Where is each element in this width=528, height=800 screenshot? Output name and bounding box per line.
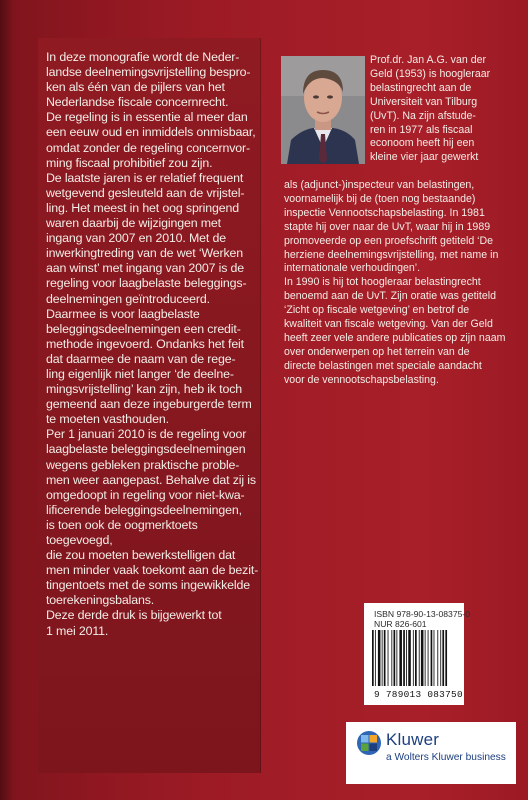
description-line: men weer aangepast. Behalve dat zij is [46, 472, 256, 487]
publisher-name: Kluwer [386, 730, 440, 749]
description-line: landse deelnemingsvrijstelling bespro- [46, 65, 251, 80]
description-line: methode ingevoerd. Ondanks het feit [46, 336, 244, 351]
description-line: deelnemingen geïntroduceerd. [46, 291, 210, 306]
description-line: waren daarbij de wijzigingen met [46, 216, 221, 231]
description-line: regeling voor laagbelaste beleggings- [46, 276, 247, 291]
description-line: wetgevend gesleuteld aan de vrijstel- [46, 185, 245, 200]
description-line: een eeuw oud en inmiddels onmisbaar, [46, 125, 256, 140]
isbn-info [374, 609, 470, 630]
description-line: inwerkingtreding van de wet ‘Werken [46, 246, 244, 261]
author-bio-top [370, 54, 510, 165]
description-line: 1 mei 2011. [46, 623, 109, 638]
description-line: ling eigenlijk niet langer ‘de deelne- [46, 366, 234, 381]
bio-line: heeft zeer vele andere publicaties op zijn naam [284, 331, 506, 344]
description-line: In deze monografie wordt de Neder- [46, 50, 240, 64]
description-line: dat daarmee de naam van de rege- [46, 351, 236, 366]
description-line: men minder vaak toekomt aan de bezit- [46, 563, 259, 578]
description-line: lificerende beleggingsdeelnemingen, [46, 502, 242, 517]
description-line: is toen ook de oogmerktoets toegevoegd, [46, 517, 198, 547]
description-line: aan winst’ met ingang van 2007 is de [46, 261, 245, 276]
description-line: De laatste jaren is er relatief frequent [46, 170, 244, 185]
bio-line: kwaliteit van fiscale wetgeving. Van der Geld [284, 318, 493, 331]
description-line: laagbelaste beleggingsdeelnemingen [46, 442, 246, 457]
bio-line: voornamelijk bij de (toen nog bestaande) [284, 192, 476, 205]
bio-line: (UvT). Na zijn afstude- [370, 109, 476, 122]
description-line: Deze derde druk is bijgewerkt tot [46, 608, 222, 623]
bio-line: stapte hij over naar de UvT, waar hij in 1989 [284, 220, 491, 233]
bio-line: directe belastingen met speciale aandacht [284, 359, 482, 372]
description-line: De regeling is in essentie al meer dan [46, 110, 248, 125]
description-line: wegens gebleken praktische proble- [46, 457, 240, 472]
description-line: beleggingsdeelnemingen een credit- [46, 321, 241, 336]
description-line: toerekeningsbalans. [46, 593, 155, 608]
description-line: ming fiscaal prohibitief zou zijn. [46, 155, 213, 170]
barcode [370, 630, 460, 688]
description-line: ingang van 2007 en 2010. Met de [46, 231, 226, 246]
nur-code: NUR 826-601 [374, 619, 427, 630]
bio-line: als (adjunct-)inspecteur van belastingen, [284, 179, 475, 191]
bio-line: ‘Zicht op fiscale wetgeving’ en betrof de [284, 304, 470, 317]
bio-line: belastingrecht aan de [370, 81, 472, 94]
bio-line: voor de vennootschapsbelasting. [284, 373, 439, 386]
author-photo [281, 56, 365, 164]
bio-line: benoemd aan de UvT. Zijn oratie was getiteld [284, 290, 496, 303]
description-line: Nederlandse fiscale concernrecht. [46, 95, 229, 110]
barcode-number: 9 789013 083750 [374, 689, 463, 700]
description-line: ken als één van de pijlers van het [46, 80, 225, 95]
author-bio [284, 179, 512, 388]
bio-line: over onderwerpen op het terrein van de [284, 345, 470, 358]
description-line: omdat zonder de regeling concernvor- [46, 140, 250, 155]
description-line: Daarmee is voor laagbelaste [46, 306, 200, 321]
publisher-tagline: a Wolters Kluwer business [386, 752, 506, 763]
bio-line: herziene deelnemingsvrijstelling, met name in [284, 248, 499, 261]
bio-line: promoveerde op een proefschrift getiteld ‘De [284, 234, 494, 247]
description-line: die zou moeten bewerkstelligen dat [46, 548, 236, 563]
description-line: te moeten vasthouden. [46, 412, 169, 427]
bio-line: econoom heeft hij een [370, 137, 475, 150]
description-line: omgedoopt in regeling voor niet-kwa- [46, 487, 245, 502]
bio-line: internationale verhoudingen’. [284, 262, 421, 275]
kluwer-logo-icon [356, 730, 382, 756]
description-line: tingentoets met de soms ingewikkelde [46, 578, 250, 593]
book-description [46, 50, 260, 639]
description-line: mingsvrijstelling’ kan zijn, heb ik toch [46, 382, 243, 397]
bio-line: Universiteit van Tilburg [370, 95, 478, 108]
bio-line: ren in 1977 als fiscaal [370, 123, 473, 136]
bio-line: Prof.dr. Jan A.G. van der [370, 54, 487, 66]
isbn-number: ISBN 978-90-13-08375-0 [374, 609, 471, 619]
bio-line: In 1990 is hij tot hoogleraar belastingrecht [284, 276, 481, 289]
bio-line: Geld (1953) is hoogleraar [370, 67, 491, 80]
bio-line: kleine vier jaar gewerkt [370, 151, 479, 164]
bio-line: inspectie Vennootschapsbelasting. In 1981 [284, 206, 485, 219]
description-line: ling. Het meest in het oog springend [46, 200, 239, 215]
description-line: gemeend aan deze ingeburgerde term [46, 397, 252, 412]
spine-shadow [0, 0, 14, 800]
description-line: Per 1 januari 2010 is de regeling voor [46, 427, 247, 442]
